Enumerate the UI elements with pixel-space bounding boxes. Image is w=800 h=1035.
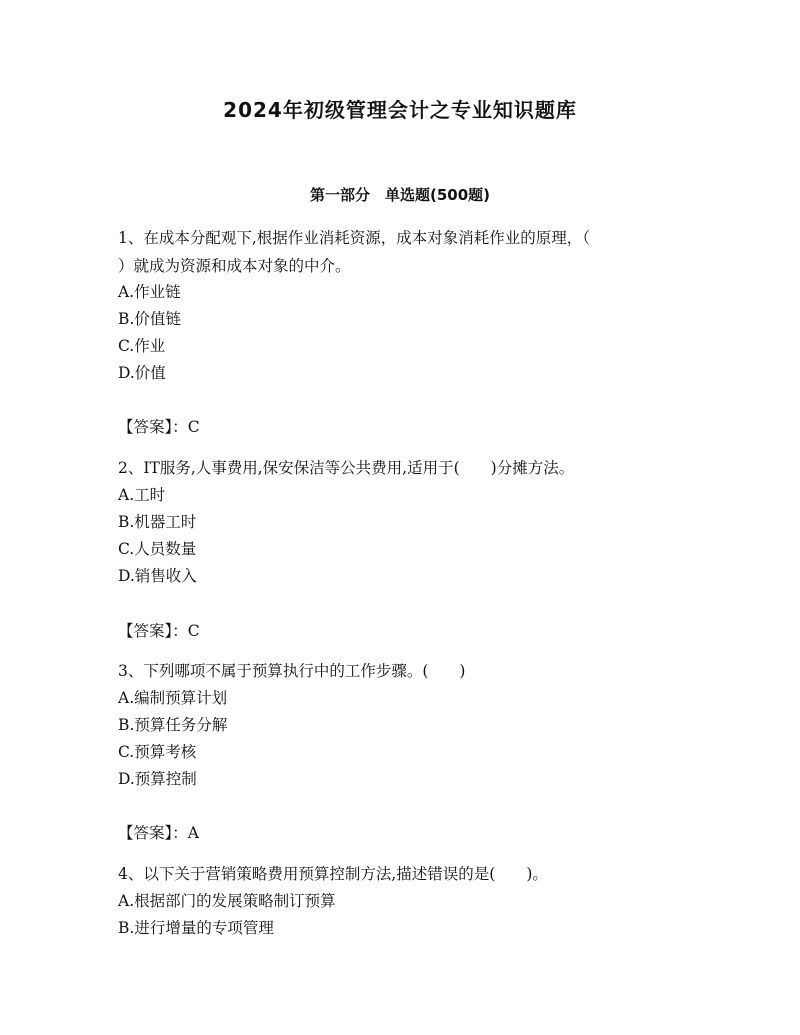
answer-value: C [187, 418, 200, 436]
question-1-option-c: C.作业 [118, 337, 166, 355]
document-title: 2024年初级管理会计之专业知识题库 [223, 98, 577, 122]
question-2-option-c: C.人员数量 [118, 540, 197, 558]
answer-label: 【答案】： [118, 824, 188, 842]
question-1-option-d: D.价值 [118, 364, 166, 382]
question-2-option-a: A.工时 [118, 486, 166, 504]
question-4-option-b: B.进行增量的专项管理 [118, 919, 274, 937]
question-2-answer [118, 621, 200, 641]
answer-value: A [187, 824, 199, 842]
question-1-stem-line-2: ）就成为资源和成本对象的中介。 [118, 257, 351, 275]
question-2-option-b: B.机器工时 [118, 513, 197, 531]
question-4-stem: 4、以下关于营销策略费用预算控制方法,描述错误的是( )。 [118, 865, 548, 883]
question-1-answer [118, 417, 200, 437]
question-3-option-d: D.预算控制 [118, 770, 197, 788]
question-3-answer [118, 823, 199, 843]
question-3-option-a: A.编制预算计划 [118, 689, 228, 707]
answer-value: C [187, 622, 200, 640]
section-heading: 第一部分 单选题(500题) [309, 186, 491, 204]
question-3-option-b: B.预算任务分解 [118, 716, 228, 734]
answer-label: 【答案】： [118, 418, 188, 436]
question-2-stem: 2、IT服务,人事费用,保安保洁等公共费用,适用于( )分摊方法。 [118, 459, 575, 477]
question-1-option-b: B.价值链 [118, 310, 181, 328]
question-1-stem-line-1: 1、在成本分配观下,根据作业消耗资源，成本对象消耗作业的原理，（ [118, 229, 591, 247]
question-3-option-c: C.预算考核 [118, 743, 197, 761]
question-4-option-a: A.根据部门的发展策略制订预算 [118, 892, 336, 910]
question-1-option-a: A.作业链 [118, 283, 181, 301]
question-3-stem: 3、下列哪项不属于预算执行中的工作步骤。( ) [118, 662, 466, 680]
question-2-option-d: D.销售收入 [118, 567, 197, 585]
answer-label: 【答案】： [118, 622, 188, 640]
